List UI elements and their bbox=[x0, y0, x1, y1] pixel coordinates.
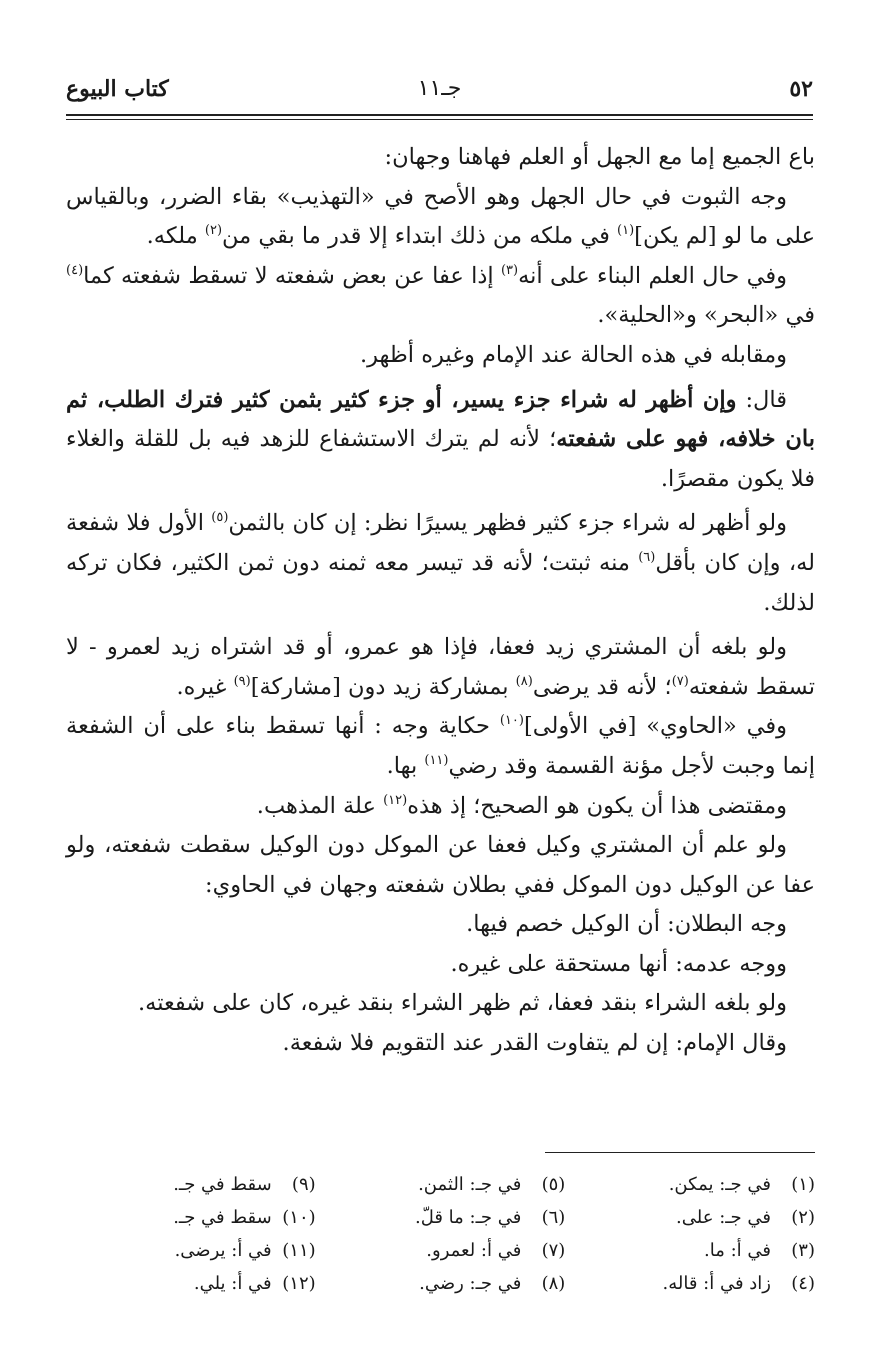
paragraph-4: ومقابله في هذه الحالة عند الإمام وغيره أظهر. bbox=[359, 341, 787, 368]
footnote-column-1 bbox=[565, 1168, 815, 1300]
paragraph-9 bbox=[66, 787, 815, 827]
paragraph-14: وقال الإمام: إن لم يتفاوت القدر عند التقويم فلا شفعة. bbox=[282, 1030, 787, 1057]
text-run: بمشاركة زيد دون [مشاركة] bbox=[250, 673, 516, 700]
footnote-ref-10: (١٠) bbox=[499, 713, 524, 729]
footnote-text: في جـ: رضي. bbox=[419, 1273, 522, 1294]
footnote-ref-5: (٥) bbox=[211, 510, 229, 526]
footnote-6 bbox=[316, 1201, 566, 1234]
text-run: وفي حال العلم البناء على أنه bbox=[518, 262, 787, 289]
footnote-ref-1: (١) bbox=[617, 223, 635, 239]
text-run: إذا عفا عن بعض شفعته لا تسقط شفعته كما bbox=[83, 262, 501, 289]
paragraph-13: ولو بلغه الشراء بنقد فعفا، ثم ظهر الشراء بنقد غيره، كان على شفعته. bbox=[137, 990, 787, 1017]
header-rule-thick bbox=[66, 114, 813, 116]
footnote-ref-7: (٧) bbox=[671, 673, 689, 689]
text-run: غيره. bbox=[176, 673, 234, 700]
paragraph-10: ولو علم أن المشتري وكيل فعفا عن الموكل دون الوكيل سقطت شفعته، ولو عفا عن الوكيل دون الموكل ففي بطلان شفعته وجهان في الحاوي: bbox=[66, 832, 815, 898]
footnote-text: في جـ: على. bbox=[676, 1207, 771, 1228]
text-run: حكاية وجه : أنها تسقط بناء على أن الشفعة إنما وجبت لأجل مؤنة القسمة وقد رضي bbox=[66, 713, 815, 779]
text-run: ؛ لأنه لم يترك الاستشفاع للزهد فيه بل للقلة والغلاء فلا يكون مقصرًا. bbox=[66, 426, 815, 492]
page-number: ٥٢ bbox=[789, 76, 813, 102]
footnote-8 bbox=[316, 1267, 566, 1300]
footnote-number: (٤) bbox=[791, 1273, 815, 1294]
quoted-matn: وإن أظهر له شراء جزء يسير، أو جزء كثير بثمن كثير فترك الطلب، ثم بان خلافه، فهو على شفعته bbox=[66, 386, 815, 453]
footnote-number: (١٢) bbox=[282, 1273, 316, 1294]
text-run: ملكه. bbox=[146, 223, 205, 250]
paragraph-3 bbox=[66, 257, 815, 336]
footnotes bbox=[66, 1168, 815, 1300]
footnote-7 bbox=[316, 1234, 566, 1267]
paragraph-12: ووجه عدمه: أنها مستحقة على غيره. bbox=[450, 950, 787, 977]
text-run: ؛ لأنه قد يرضى bbox=[532, 673, 672, 700]
footnote-ref-2: (٢) bbox=[204, 223, 223, 239]
volume-number: جـ١١ bbox=[417, 76, 462, 101]
footnote-ref-9: (٩) bbox=[233, 673, 251, 689]
footnote-ref-3: (٣) bbox=[500, 262, 519, 278]
footnote-text: في جـ: ما قلّ. bbox=[415, 1207, 522, 1228]
text-run: ولو أظهر له شراء جزء كثير فظهر يسيرًا نظر: إن كان بالثمن bbox=[228, 510, 787, 537]
footnote-text: في أ: لعمرو. bbox=[426, 1240, 522, 1261]
footnote-number: (٦) bbox=[541, 1207, 566, 1228]
footnote-number: (٣) bbox=[791, 1240, 815, 1261]
text-run: قال: bbox=[736, 386, 787, 413]
footnote-number: (٩) bbox=[291, 1174, 316, 1195]
footnote-12 bbox=[66, 1267, 316, 1300]
footnote-ref-12: (١٢) bbox=[383, 792, 408, 808]
footnote-number: (٧) bbox=[541, 1240, 566, 1261]
text-run: بها. bbox=[386, 752, 425, 779]
paragraph-2 bbox=[66, 178, 815, 257]
paragraph-6 bbox=[66, 504, 815, 623]
footnote-number: (٨) bbox=[541, 1273, 566, 1294]
footnote-number: (١١) bbox=[282, 1240, 316, 1261]
footnote-number: (١٠) bbox=[282, 1207, 316, 1228]
footnote-number: (٥) bbox=[541, 1174, 566, 1195]
text-run: في «البحر» و«الحلية». bbox=[597, 302, 815, 329]
footnote-ref-6: (٦) bbox=[638, 549, 656, 565]
footnote-text: سقط في جـ. bbox=[173, 1207, 272, 1228]
text-run: وفي «الحاوي» [في الأولى] bbox=[523, 713, 787, 740]
footnote-text: في جـ: الثمن. bbox=[418, 1174, 522, 1195]
footnote-10 bbox=[66, 1201, 316, 1234]
text-run: منه ثبتت؛ لأنه قد تيسر معه ثمنه دون ثمن الكثير، فكان تركه لذلك. bbox=[66, 549, 815, 616]
footnote-ref-4: (٤) bbox=[66, 262, 84, 278]
page-header bbox=[66, 76, 813, 112]
footnote-text: في جـ: يمكن. bbox=[668, 1174, 771, 1195]
paragraph-8 bbox=[66, 707, 815, 786]
footnote-separator bbox=[545, 1152, 815, 1153]
text-run: ومقتضى هذا أن يكون هو الصحيح؛ إذ هذه bbox=[407, 792, 787, 819]
footnote-column-2 bbox=[316, 1168, 566, 1300]
footnote-4 bbox=[565, 1267, 815, 1300]
footnote-11 bbox=[66, 1234, 316, 1267]
footnote-9 bbox=[66, 1168, 316, 1201]
footnote-text: زاد في أ: قاله. bbox=[662, 1273, 771, 1294]
text-run: في ملكه من ذلك ابتداء إلا قدر ما بقي من bbox=[222, 223, 618, 250]
footnote-text: في أ: ما. bbox=[704, 1240, 771, 1261]
footnote-5 bbox=[316, 1168, 566, 1201]
footnote-2 bbox=[565, 1201, 815, 1234]
footnote-ref-8: (٨) bbox=[515, 673, 533, 689]
header-rule-thin bbox=[66, 119, 813, 120]
paragraph-11: وجه البطلان: أن الوكيل خصم فيها. bbox=[466, 911, 787, 938]
footnote-text: سقط في جـ. bbox=[173, 1174, 272, 1195]
main-text bbox=[66, 138, 815, 1064]
text-run: وجه الثبوت في حال الجهل وهو الأصح في «التهذيب» بقاء الضرر، وبالقياس على ما لو [لم يكن] bbox=[66, 183, 815, 250]
book-title: كتاب البيوع bbox=[66, 76, 169, 102]
footnote-text: في أ: يلي. bbox=[193, 1273, 272, 1294]
footnote-number: (٢) bbox=[791, 1207, 815, 1228]
footnote-number: (١) bbox=[791, 1174, 815, 1195]
text-run: علة المذهب. bbox=[256, 792, 384, 819]
footnote-text: في أ: يرضى. bbox=[174, 1240, 272, 1261]
footnote-column-3 bbox=[66, 1168, 316, 1300]
footnote-3 bbox=[565, 1234, 815, 1267]
text-run: ولو بلغه أن المشتري زيد فعفا، فإذا هو عمرو، أو قد اشتراه زيد لعمرو - لا تسقط شفعته bbox=[66, 634, 815, 700]
paragraph-5 bbox=[66, 381, 815, 500]
paragraph-7 bbox=[66, 628, 815, 707]
footnote-ref-11: (١١) bbox=[424, 752, 449, 768]
text-run: الأول فلا شفعة له، وإن كان بأقل bbox=[66, 510, 815, 576]
footnote-1 bbox=[565, 1168, 815, 1201]
paragraph-1: باع الجميع إما مع الجهل أو العلم فهاهنا وجهان: bbox=[384, 144, 815, 170]
